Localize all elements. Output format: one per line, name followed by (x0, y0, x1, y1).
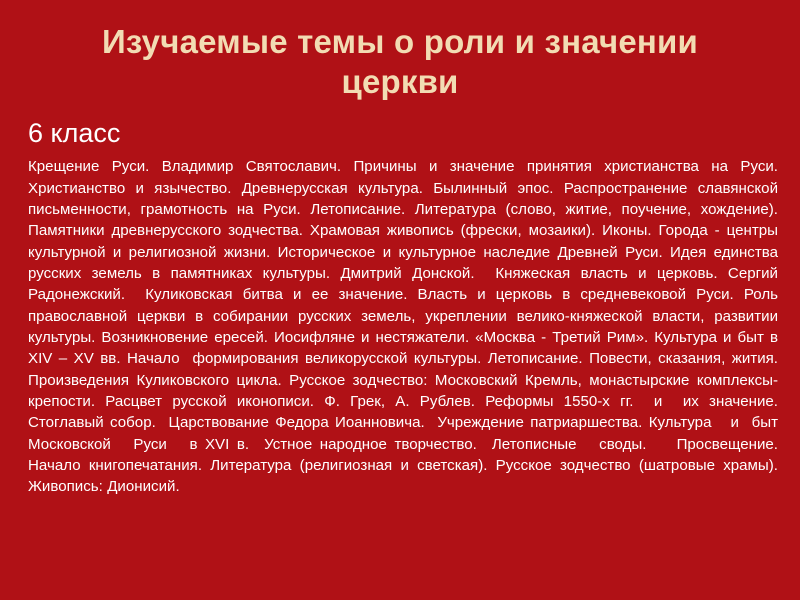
slide-title: Изучаемые темы о роли и значении церкви (101, 23, 699, 101)
slide-body-text: Крещение Руси. Владимир Святославич. Причины и значение принятия христианства на Руси. Христианство и язычество. Древнерусская культура. Былинный эпос. Распространение славянской письменности, грамотность на Руси. Летописание. Литература (слово, житие, поучение, хождение). Памятники древнерусского зодчества. Храмовая живопись (фрески, мозаики). Иконы. Города - центры культурной и религиозной жизни. Историческое и культурное наследие Древней Руси. Идея единства русских земель в памятниках культуры. Дмитрий Донской. Княжеская власть и церковь. Сергий Радонежский. Куликовская битва и ее значение. Власть и церковь в средневековой Руси. Роль православной церкви в собирании русских земель, укреплении велико-княжеской власти, развитии культуры. Возникновение ересей. Иосифляне и нестяжатели. «Москва - Третий Рим». Культура и быт в XIV – XV вв. Начало формирования великорусской культуры. Летописание. Повести, сказания, жития. Произведения Куликовского цикла. Русское зодчество: Московский Кремль, монастырские комплексы-крепости. Расцвет русской иконописи. Ф. Грек, А. Рублев. Реформы 1550-х гг. и их значение. Стоглавый собор. Царствование Федора Иоанновича. Учреждение патриаршества. Культура и быт Московской Руси в XVI в. Устное народное творчество. Летописные своды. Просвещение. Начало книгопечатания. Литература (религиозная и светская). Русское зодчество (шатровые храмы). Живопись: Дионисий. (28, 158, 800, 496)
slide-subtitle: 6 класс (28, 117, 121, 148)
